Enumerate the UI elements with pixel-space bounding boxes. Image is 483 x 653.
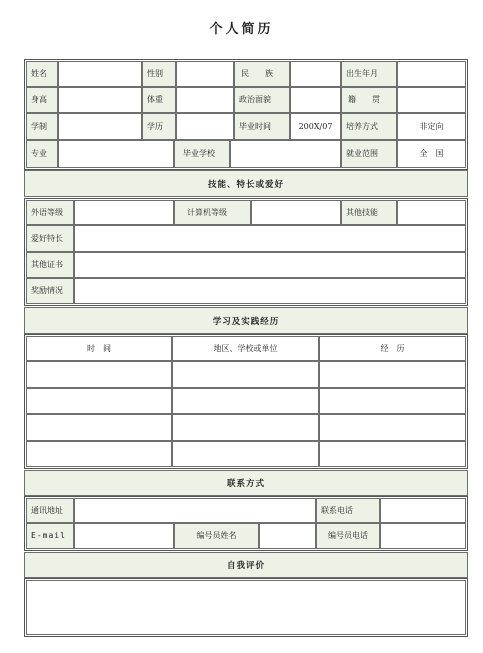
editor-phone-field[interactable] xyxy=(380,523,466,549)
computer-field[interactable] xyxy=(251,200,341,225)
phone-field[interactable] xyxy=(380,498,466,523)
ethnicity-field[interactable] xyxy=(290,61,341,87)
study-row-2-place[interactable] xyxy=(172,388,319,414)
study-row-2-exp[interactable] xyxy=(319,388,466,414)
major-label: 专业 xyxy=(26,140,58,168)
study-row-1-time[interactable] xyxy=(26,361,172,388)
hometown-label: 籍 贯 xyxy=(341,87,397,113)
system-field[interactable] xyxy=(58,113,142,140)
cert-field[interactable] xyxy=(74,252,466,278)
gender-label: 性别 xyxy=(142,61,176,87)
study-row-4-time[interactable] xyxy=(26,441,172,467)
birth-field[interactable] xyxy=(397,61,466,87)
skills-header: 技能、特长或爱好 xyxy=(24,170,468,197)
study-row-3-exp[interactable] xyxy=(319,414,466,441)
other-skill-field[interactable] xyxy=(397,200,466,225)
study-row-4-exp[interactable] xyxy=(319,441,466,467)
name-label: 姓名 xyxy=(26,61,58,87)
computer-label: 计算机等级 xyxy=(174,200,251,225)
foreign-lang-field[interactable] xyxy=(74,200,174,225)
training-label: 培养方式 xyxy=(341,113,397,140)
study-row-1-exp[interactable] xyxy=(319,361,466,388)
award-label: 奖励情况 xyxy=(26,278,74,304)
name-field[interactable] xyxy=(58,61,142,87)
study-row-3-place[interactable] xyxy=(172,414,319,441)
gender-field[interactable] xyxy=(176,61,234,87)
grad-time-label: 毕业时间 xyxy=(234,113,290,140)
height-label: 身高 xyxy=(26,87,58,113)
editor-name-field[interactable] xyxy=(259,523,316,549)
ethnicity-label: 民 族 xyxy=(234,61,290,87)
study-row-2-time[interactable] xyxy=(26,388,172,414)
hobby-field[interactable] xyxy=(74,225,466,252)
col-time-header: 时 间 xyxy=(26,336,172,361)
hometown-field[interactable] xyxy=(397,87,466,113)
editor-name-label: 编号员姓名 xyxy=(174,523,259,549)
page-title: 个人简历 xyxy=(209,22,274,37)
study-row-1-place[interactable] xyxy=(172,361,319,388)
email-label: E-mail xyxy=(26,523,74,549)
study-row-4-place[interactable] xyxy=(172,441,319,467)
address-field[interactable] xyxy=(74,498,316,523)
study-header: 学习及实践经历 xyxy=(24,307,468,334)
employ-label: 就业范围 xyxy=(341,140,397,168)
training-value[interactable]: 非定向 xyxy=(397,113,466,140)
email-field[interactable] xyxy=(74,523,174,549)
contact-header: 联系方式 xyxy=(24,470,468,496)
phone-label: 联系电话 xyxy=(316,498,380,523)
school-field[interactable] xyxy=(230,140,341,168)
degree-label: 学历 xyxy=(142,113,176,140)
major-field[interactable] xyxy=(58,140,174,168)
degree-field[interactable] xyxy=(176,113,234,140)
cert-label: 其他证书 xyxy=(26,252,74,278)
politics-label: 政治面貌 xyxy=(234,87,290,113)
award-field[interactable] xyxy=(74,278,466,304)
weight-field[interactable] xyxy=(176,87,234,113)
self-eval-header: 自我评价 xyxy=(24,552,468,578)
school-label: 毕业学校 xyxy=(174,140,230,168)
birth-label: 出生年月 xyxy=(341,61,397,87)
employ-value[interactable]: 全 国 xyxy=(397,140,466,168)
system-label: 学制 xyxy=(26,113,58,140)
col-exp-header: 经 历 xyxy=(319,336,466,361)
editor-phone-label: 编号员电话 xyxy=(316,523,380,549)
foreign-lang-label: 外语等级 xyxy=(26,200,74,225)
height-field[interactable] xyxy=(58,87,142,113)
address-label: 通讯地址 xyxy=(26,498,74,523)
grad-time-value[interactable]: 200X/07 xyxy=(290,113,341,140)
study-row-3-time[interactable] xyxy=(26,414,172,441)
politics-field[interactable] xyxy=(290,87,341,113)
weight-label: 体重 xyxy=(142,87,176,113)
hobby-label: 爱好特长 xyxy=(26,225,74,252)
self-eval-field[interactable] xyxy=(26,580,466,635)
col-place-header: 地区、学校或单位 xyxy=(172,336,319,361)
other-skill-label: 其他技能 xyxy=(341,200,397,225)
